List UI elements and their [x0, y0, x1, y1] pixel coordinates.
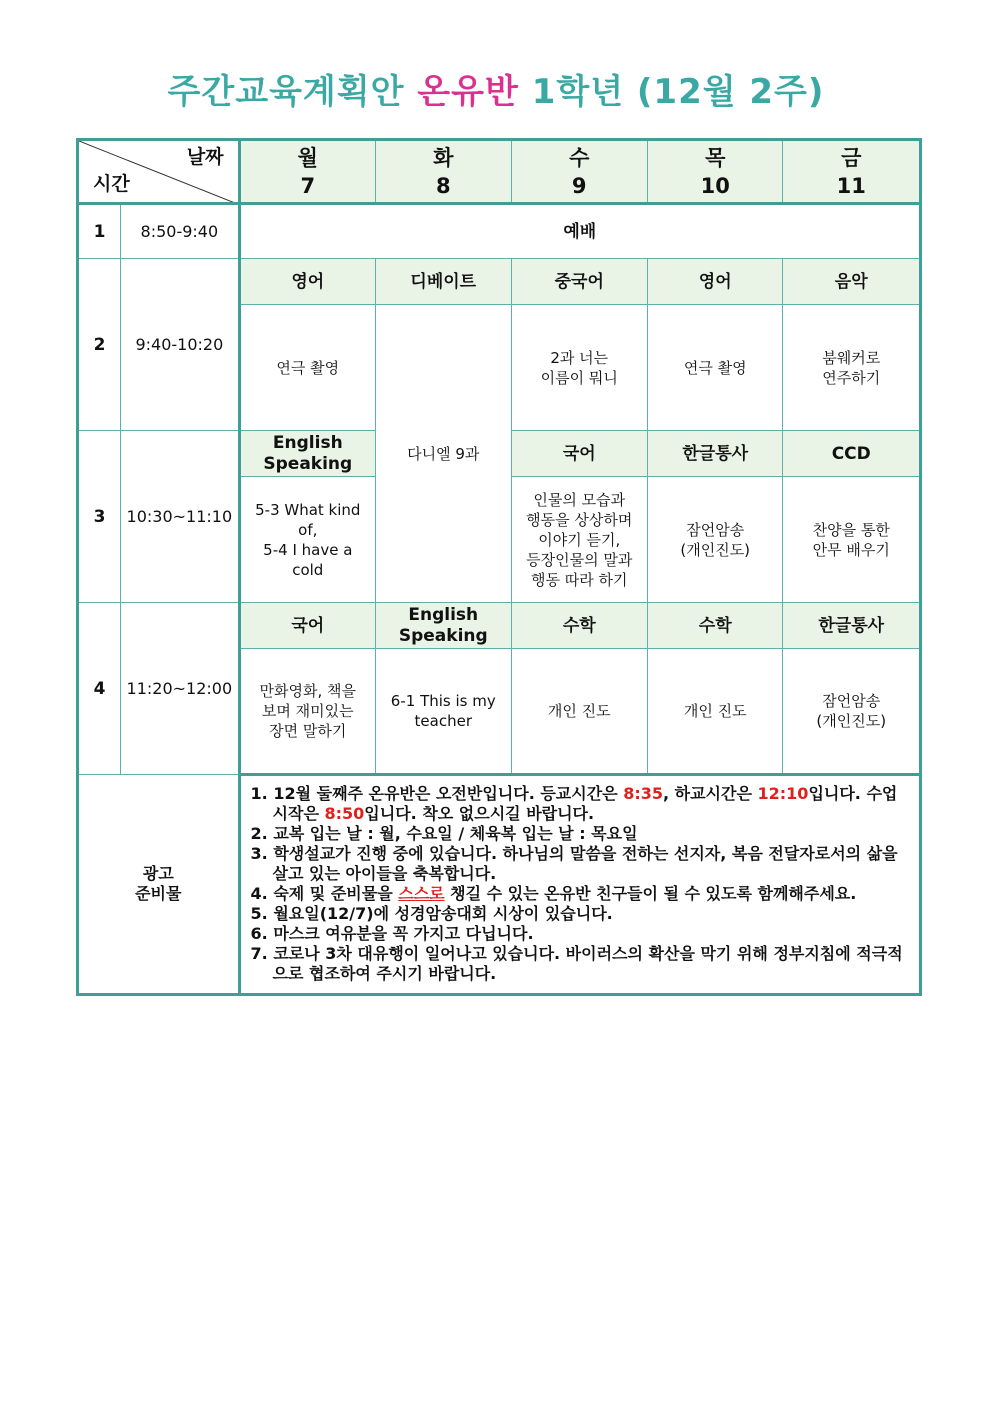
date-header-label: 날짜: [186, 146, 224, 168]
subject-cell: 한글통사: [647, 431, 782, 477]
content-cell: 5-3 What kind of, 5-4 I have a cold: [239, 477, 375, 603]
notice-item: 7. 코로나 3차 대유행이 일어나고 있습니다. 바이러스의 확산을 막기 위해 정부지침에 적극적으로 협조하여 주시기 바랍니다.: [250, 944, 903, 983]
content-cell: 개인 진도: [511, 649, 647, 775]
content-cell: 연극 촬영: [647, 305, 782, 431]
subject-cell: 디베이트: [376, 259, 511, 305]
day-header-fri: 금 11: [783, 140, 921, 204]
content-cell: 연극 촬영: [239, 305, 375, 431]
period-time: 10:30~11:10: [121, 431, 239, 603]
notice-item: 5. 월요일(12/7)에 성경암송대회 시상이 있습니다.: [250, 904, 613, 923]
period-number: 2: [78, 259, 121, 431]
period-number: 1: [78, 204, 121, 259]
notice-item: 6. 마스크 여유분을 꼭 가지고 다닙니다.: [250, 924, 534, 943]
period-number: 3: [78, 431, 121, 603]
title-class: 온유반: [417, 72, 519, 112]
day-header-thu: 목 10: [647, 140, 782, 204]
dismissal-time: 12:10: [757, 784, 809, 803]
content-cell: 6-1 This is my teacher: [376, 649, 511, 775]
subject-cell: 수학: [511, 603, 647, 649]
content-cell: 개인 진도: [647, 649, 782, 775]
content-cell: 찬양을 통한 안무 배우기: [783, 477, 921, 603]
subject-cell: 한글통사: [783, 603, 921, 649]
content-cell: 만화영화, 책을 보며 재미있는 장면 말하기: [239, 649, 375, 775]
notice-label: 광고: [142, 864, 174, 883]
supplies-label: 준비물: [135, 884, 182, 903]
class-start-time: 8:50: [324, 804, 365, 823]
corner-header-cell: [78, 140, 240, 204]
arrival-time: 8:35: [623, 784, 663, 803]
weekly-schedule-table: [76, 138, 922, 996]
notice-label-cell: [78, 775, 240, 995]
subject-cell: 음악: [783, 259, 921, 305]
notice-item: 3. 학생설교가 진행 중에 있습니다. 하나님의 말씀을 전하는 선지자, 복음 전달자로서의 삶을 살고 있는 아이들을 축복합니다.: [250, 844, 898, 883]
title-main: 주간교육계획안: [167, 72, 405, 112]
notice-item: 4. 숙제 및 준비물을 스스로 챙길 수 있는 온유반 친구들이 될 수 있도록 함께해주세요.: [250, 884, 857, 903]
subject-cell: CCD: [783, 431, 921, 477]
period-time: 11:20~12:00: [121, 603, 239, 775]
page-title: [0, 64, 992, 113]
subject-cell: 국어: [239, 603, 375, 649]
content-cell: 인물의 모습과 행동을 상상하며 이야기 듣기, 등장인물의 말과 행동 따라 하기: [511, 477, 647, 603]
content-cell: 붐웨커로 연주하기: [783, 305, 921, 431]
notice-item: 2. 교복 입는 날 : 월, 수요일 / 체육복 입는 날 : 목요일: [250, 824, 638, 843]
day-header-mon: 월 7: [239, 140, 375, 204]
subject-cell: 영어: [239, 259, 375, 305]
worship-cell: 예배: [239, 204, 920, 259]
notice-list: [251, 784, 909, 984]
subject-cell: English Speaking: [376, 603, 511, 649]
notice-list-cell: [239, 775, 920, 995]
content-cell: 다니엘 9과: [376, 305, 511, 603]
period-time: 9:40-10:20: [121, 259, 239, 431]
subject-cell: 수학: [647, 603, 782, 649]
subject-cell: 중국어: [511, 259, 647, 305]
day-header-tue: 화 8: [376, 140, 511, 204]
content-cell: 잠언암송 (개인진도): [647, 477, 782, 603]
notice-item: 1. 12월 둘째주 온유반은 오전반입니다. 등교시간은 8:35, 하교시간은 12:10입니다. 수업 시작은 8:50입니다. 착오 없으시길 바랍니다.: [250, 784, 898, 823]
emphasis-word: 스스로: [398, 884, 445, 903]
subject-cell: 국어: [511, 431, 647, 477]
content-cell: 2과 너는 이름이 뭐니: [511, 305, 647, 431]
title-grade-week: 1학년 (12월 2주): [531, 72, 825, 112]
content-cell: 잠언암송 (개인진도): [783, 649, 921, 775]
subject-cell: 영어: [647, 259, 782, 305]
period-number: 4: [78, 603, 121, 775]
period-time: 8:50-9:40: [121, 204, 239, 259]
day-header-wed: 수 9: [511, 140, 647, 204]
time-header-label: 시간: [93, 173, 130, 195]
subject-cell: English Speaking: [239, 431, 375, 477]
